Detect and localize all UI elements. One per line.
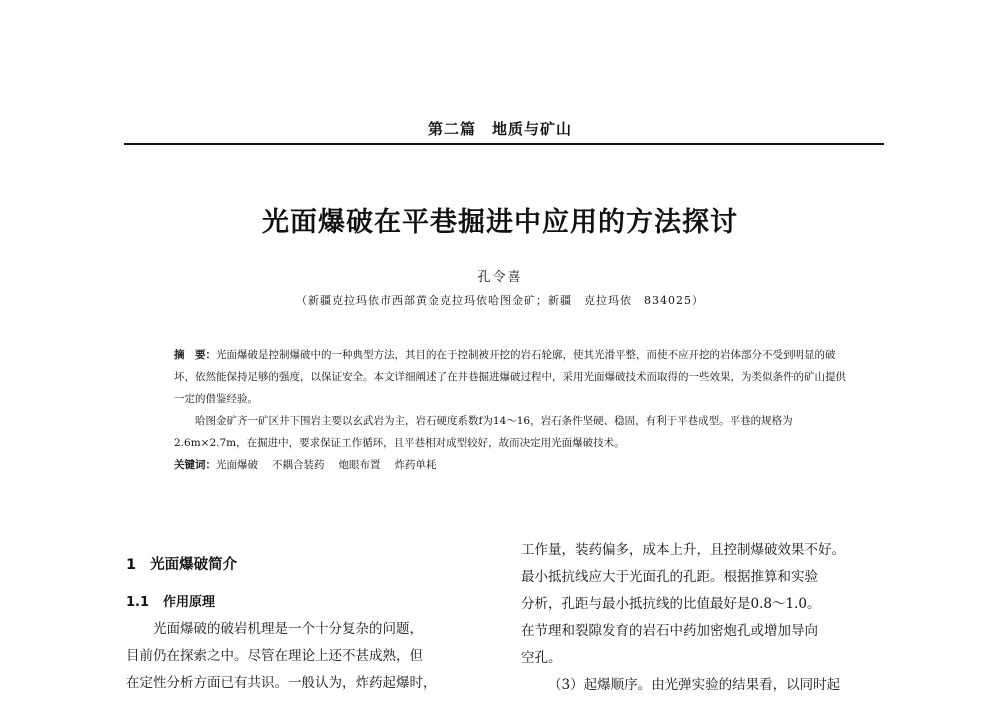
keyword-item: 炮眼布置 — [338, 459, 381, 471]
author-name: 孔令喜 — [477, 270, 523, 285]
subsection-number: 1.1 — [126, 595, 150, 610]
body-line: 最小抵抗线应大于光面孔的孔距。根据推算和实验 — [521, 569, 818, 585]
body-line: 光面爆破的破岩机理是一个十分复杂的问题， — [153, 621, 423, 637]
section-title: 光面爆破简介 — [150, 557, 238, 573]
keyword-item: 光面爆破 — [216, 459, 258, 471]
abstract-paragraph-2: 哈图金矿齐一矿区井下围岩主要以玄武岩为主，岩石硬度系数f为14～16，岩石条件坚硬、稳固，有利于平巷成型。平巷的规格为2.6m×2.7m，在掘进中，要求保证工作循环，且平巷相对成型较好，故而决定用光面爆破技术。 — [174, 415, 793, 449]
subsection-heading — [126, 589, 500, 616]
body-line: 工作量，装药偏多，成本上升，且控制爆破效果不好。 — [521, 542, 845, 558]
keyword-item: 不耦合装药 — [272, 459, 325, 471]
keyword-item: 炸药单耗 — [394, 459, 437, 471]
abstract — [174, 344, 848, 476]
right-column — [521, 537, 885, 699]
abstract-label: 摘 要： — [174, 349, 216, 361]
author-affiliation: （新疆克拉玛依市西部黄金克拉玛依哈图金矿；新疆 克拉玛依 834025） — [296, 294, 704, 307]
body-line: 分析，孔距与最小抵抗线的比值最好是0.8～1.0。 — [521, 596, 821, 612]
keywords-label: 关键词： — [174, 459, 216, 471]
body-line: （3）起爆顺序。由光弹实验的结果看，以同时起 — [548, 677, 841, 693]
abstract-text-1: 光面爆破是控制爆破中的一种典型方法，其目的在于控制被开挖的岩石轮廓，使其光滑平整，而使不应开挖的岩体部分不受到明显的破坏，依然能保持足够的强度，以保证安全。本文详细阐述了在井巷掘进爆破过程中，采用光面爆破技术而取得的一些效果，为类似条件的矿山提供一定的借鉴经验。 — [174, 349, 846, 405]
paper-title: 光面爆破在平巷掘进中应用的方法探讨 — [262, 207, 738, 238]
keywords — [174, 454, 848, 476]
body-line: 目前仍在探索之中。尽管在理论上还不甚成熟，但 — [126, 648, 423, 664]
abstract-paragraph-1 — [174, 344, 848, 410]
left-column — [126, 552, 500, 697]
section-heading — [126, 552, 500, 579]
header-rule — [124, 143, 884, 145]
body-line: 在节理和裂隙发育的岩石中药加密炮孔或增加导向 — [521, 623, 818, 639]
body-line: 在定性分析方面已有共识。一般认为，炸药起爆时， — [126, 675, 437, 691]
section-number: 1 — [126, 557, 137, 573]
body-line: 空孔。 — [521, 650, 562, 666]
subsection-title: 作用原理 — [163, 595, 216, 610]
section-header: 第二篇 地质与矿山 — [427, 120, 572, 138]
